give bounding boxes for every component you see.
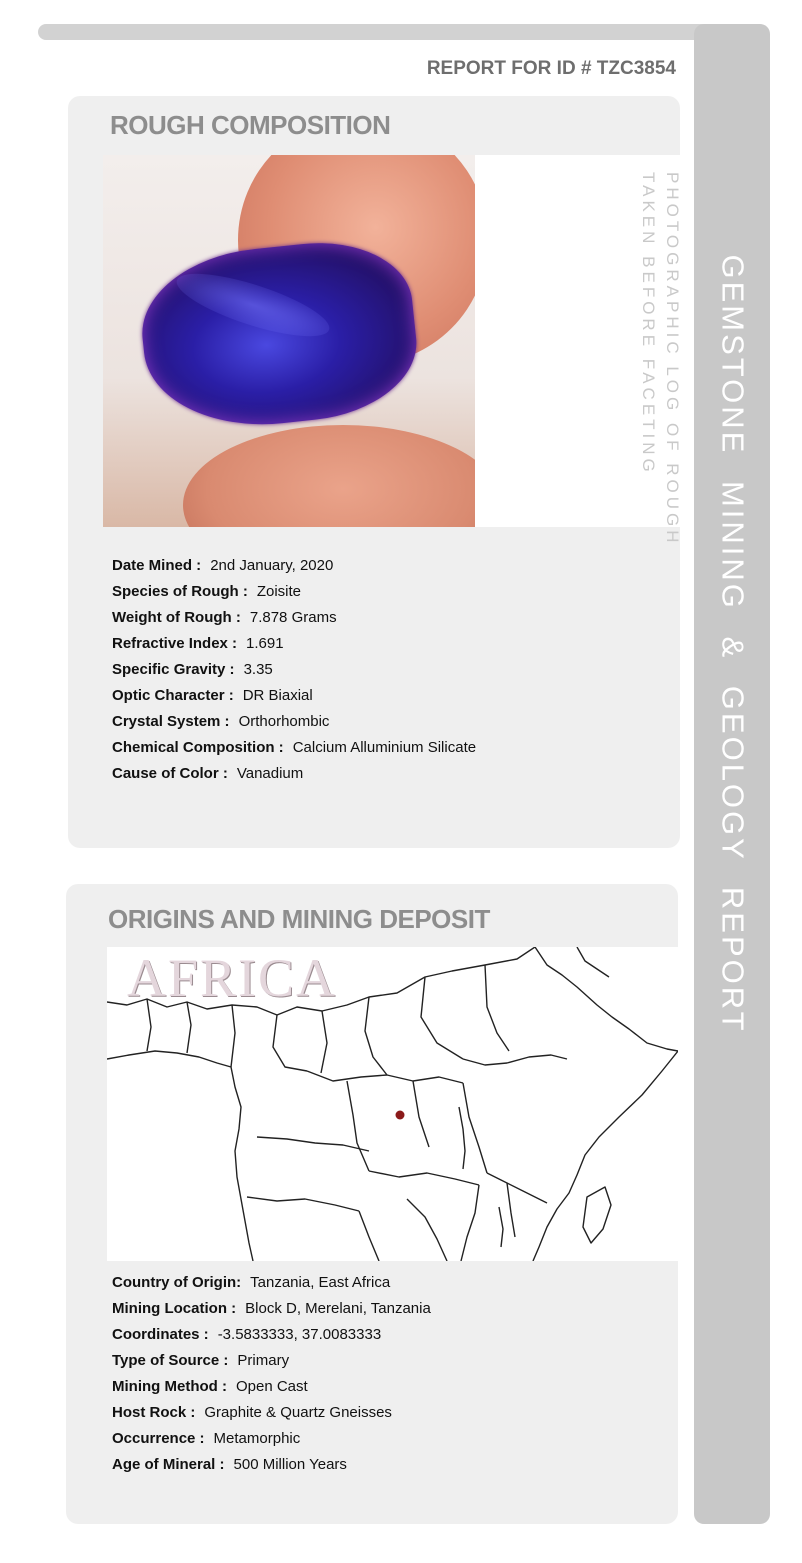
property-value: Tanzania, East Africa: [250, 1274, 391, 1291]
property-label: Occurrence :: [112, 1430, 205, 1447]
origin-properties-list: [112, 1274, 431, 1482]
property-label: Mining Method :: [112, 1378, 227, 1395]
property-row: [112, 713, 476, 739]
mine-location-marker: [396, 1111, 405, 1120]
property-label: Host Rock :: [112, 1404, 196, 1421]
property-row: [112, 765, 476, 791]
property-value: Vanadium: [236, 765, 304, 782]
zoisite-stone: [135, 233, 424, 436]
rough-stone-photo: [103, 155, 475, 527]
property-row: [112, 661, 476, 687]
map-label: AFRICA: [127, 948, 338, 1008]
rough-properties-list: [112, 557, 476, 791]
property-value: Calcium Alluminium Silicate: [292, 739, 477, 756]
rough-composition-panel: [68, 96, 680, 848]
property-label: Crystal System :: [112, 713, 230, 730]
side-title-wrap: [694, 24, 770, 1524]
property-label: Specific Gravity :: [112, 661, 235, 678]
property-row: [112, 557, 476, 583]
property-row: [112, 1430, 431, 1456]
property-label: Coordinates :: [112, 1326, 209, 1343]
rough-composition-title: ROUGH COMPOSITION: [110, 110, 391, 140]
property-label: Age of Mineral :: [112, 1456, 225, 1473]
photo-caption-line-2: TAKEN BEFORE FACETING: [639, 172, 658, 476]
property-label: Weight of Rough :: [112, 609, 241, 626]
property-value: 7.878 Grams: [249, 609, 337, 626]
property-label: Type of Source :: [112, 1352, 229, 1369]
property-value: Zoisite: [256, 583, 302, 600]
africa-map-outline: [107, 947, 678, 1261]
property-row: [112, 687, 476, 713]
property-value: Block D, Merelani, Tanzania: [245, 1300, 431, 1317]
photo-caption: [636, 172, 684, 547]
origins-title: ORIGINS AND MINING DEPOSIT: [108, 904, 490, 934]
property-row: [112, 739, 476, 765]
origins-panel: [66, 884, 678, 1524]
property-value: Open Cast: [235, 1378, 308, 1395]
property-value: Graphite & Quartz Gneisses: [204, 1404, 392, 1421]
property-value: 1.691: [246, 635, 284, 652]
property-value: Primary: [237, 1352, 290, 1369]
property-row: [112, 635, 476, 661]
property-row: [112, 609, 476, 635]
property-row: [112, 1274, 431, 1300]
property-value: Metamorphic: [213, 1430, 301, 1447]
property-row: [112, 1300, 431, 1326]
rough-photo-area: [103, 155, 680, 527]
thumb-shape: [183, 425, 475, 527]
property-row: [112, 1404, 431, 1430]
property-row: [112, 1378, 431, 1404]
report-id: REPORT FOR ID # TZC3854: [426, 58, 676, 79]
property-value: 2nd January, 2020: [210, 557, 334, 574]
property-row: [112, 1456, 431, 1482]
property-label: Refractive Index :: [112, 635, 238, 652]
africa-map: [107, 947, 678, 1261]
property-value: DR Biaxial: [242, 687, 313, 704]
property-row: [112, 583, 476, 609]
header-bar: [38, 24, 738, 40]
property-label: Chemical Composition :: [112, 739, 284, 756]
property-value: 500 Million Years: [233, 1456, 347, 1473]
side-title: GEMSTONE MINING & GEOLOGY REPORT: [715, 254, 751, 1034]
property-row: [112, 1352, 431, 1378]
property-value: 3.35: [243, 661, 273, 678]
property-label: Optic Character :: [112, 687, 234, 704]
property-label: Species of Rough :: [112, 583, 248, 600]
property-label: Date Mined :: [112, 557, 202, 574]
property-value: Orthorhombic: [238, 713, 330, 730]
property-label: Country of Origin:: [112, 1274, 242, 1291]
property-row: [112, 1326, 431, 1352]
property-value: -3.5833333, 37.0083333: [217, 1326, 382, 1343]
photo-caption-line-1: PHOTOGRAPHIC LOG OF ROUGH: [663, 172, 682, 547]
property-label: Mining Location :: [112, 1300, 237, 1317]
property-label: Cause of Color :: [112, 765, 228, 782]
